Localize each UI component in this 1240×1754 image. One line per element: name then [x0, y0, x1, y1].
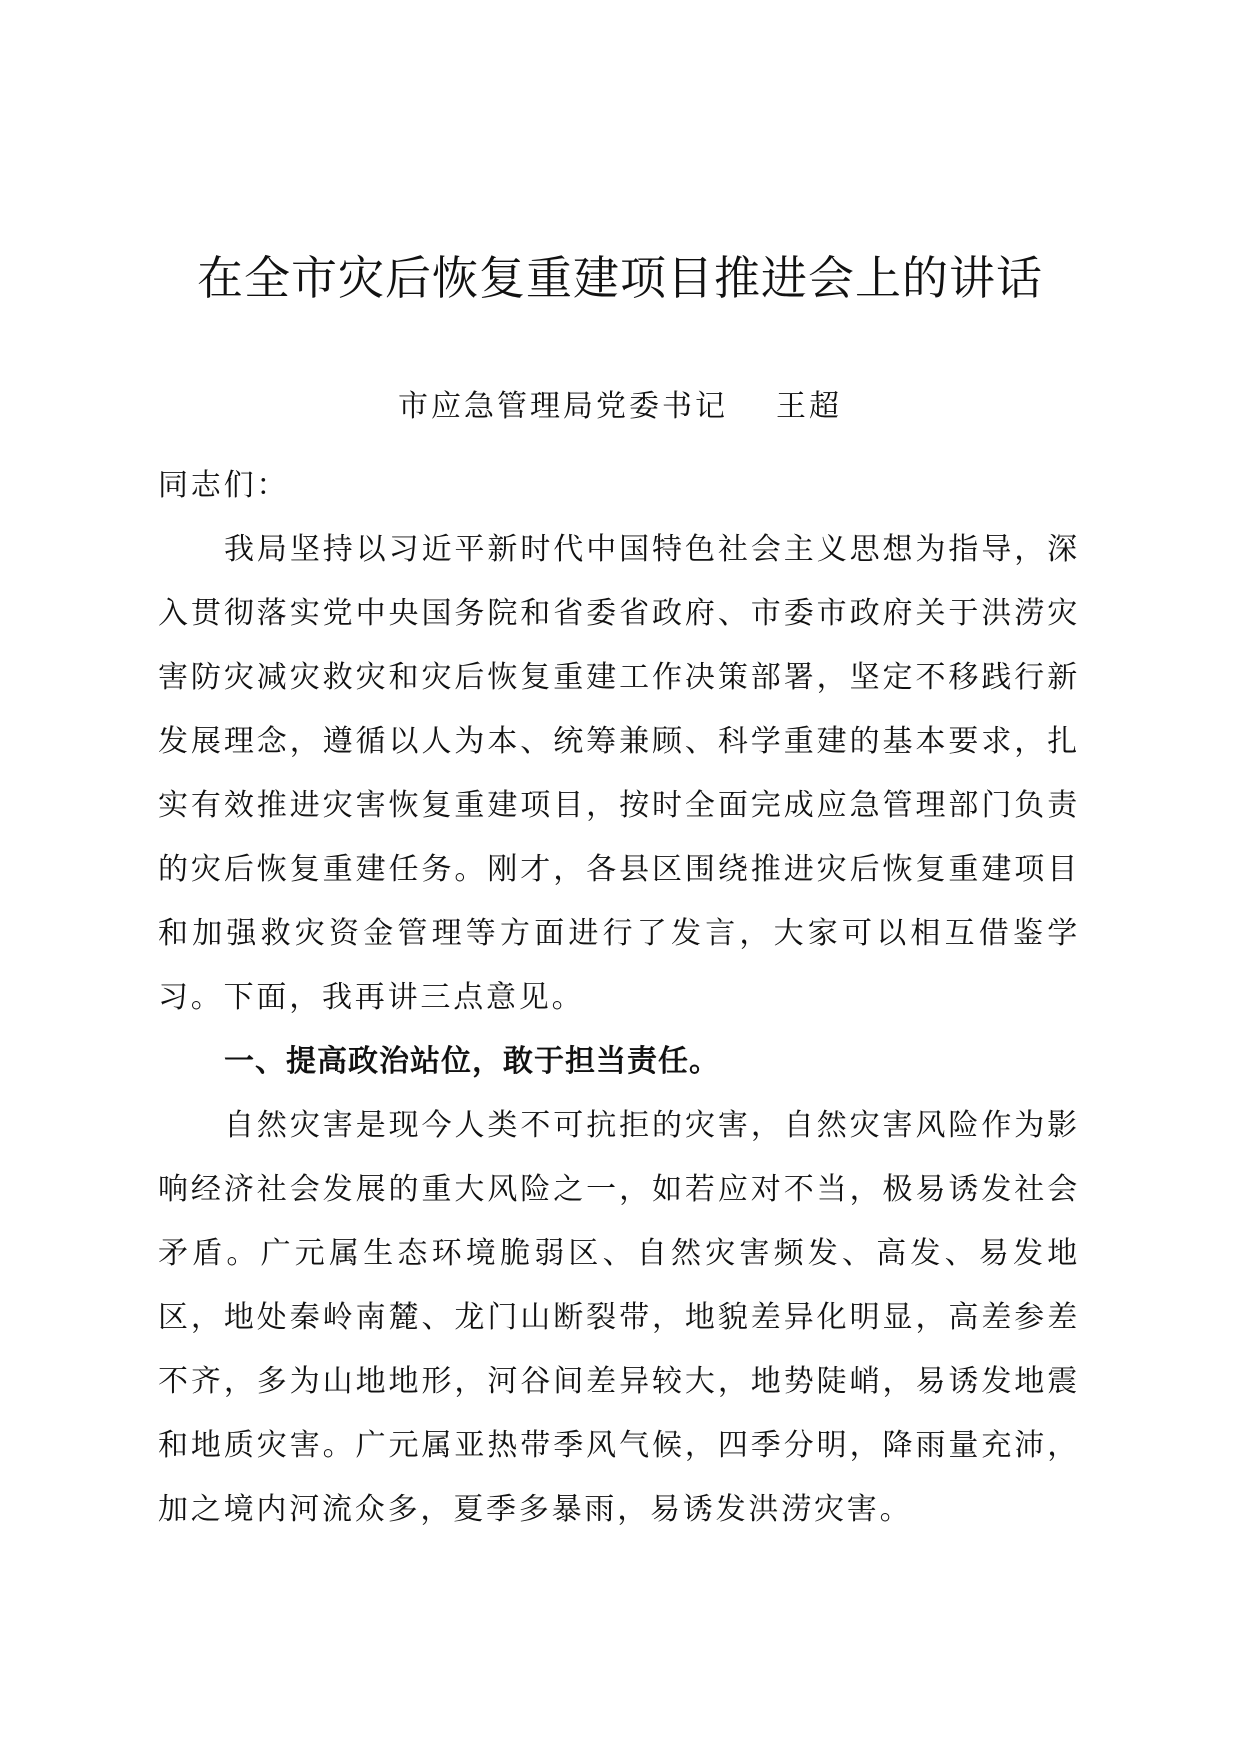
section-paragraph: 自然灾害是现今人类不可抗拒的灾害，自然灾害风险作为影响经济社会发展的重大风险之一，如若应对不当，极易诱发社会矛盾。广元属生态环境脆弱区、自然灾害频发、高发、易发地区，地处秦岭南麓、龙门山断裂带，地貌差异化明显，高差参差不齐，多为山地地形，河谷间差异较大，地势陡峭，易诱发地震和地质灾害。广元属亚热带季风气候，四季分明，降雨量充沛，加之境内河流众多，夏季多暴雨，易诱发洪涝灾害。 — [158, 1108, 1080, 1527]
author-line — [0, 386, 1240, 428]
section-heading: 一、提高政治站位，敢于担当责任。 — [224, 1044, 720, 1079]
salutation: 同志们： — [158, 468, 290, 503]
author-org: 市应急管理局党委书记 — [398, 389, 728, 424]
document-body — [158, 454, 1080, 1542]
author-name: 王超 — [776, 389, 842, 424]
intro-paragraph: 我局坚持以习近平新时代中国特色社会主义思想为指导，深入贯彻落实党中央国务院和省委省政府、市委市政府关于洪涝灾害防灾减灾救灾和灾后恢复重建工作决策部署，坚定不移践行新发展理念，遵循以人为本、统筹兼顾、科学重建的基本要求，扎实有效推进灾害恢复重建项目，按时全面完成应急管理部门负责的灾后恢复重建任务。刚才，各县区围绕推进灾后恢复重建项目和加强救灾资金管理等方面进行了发言，大家可以相互借鉴学习。下面，我再讲三点意见。 — [158, 532, 1080, 1015]
document-title: 在全市灾后恢复重建项目推进会上的讲话 — [197, 251, 1043, 305]
